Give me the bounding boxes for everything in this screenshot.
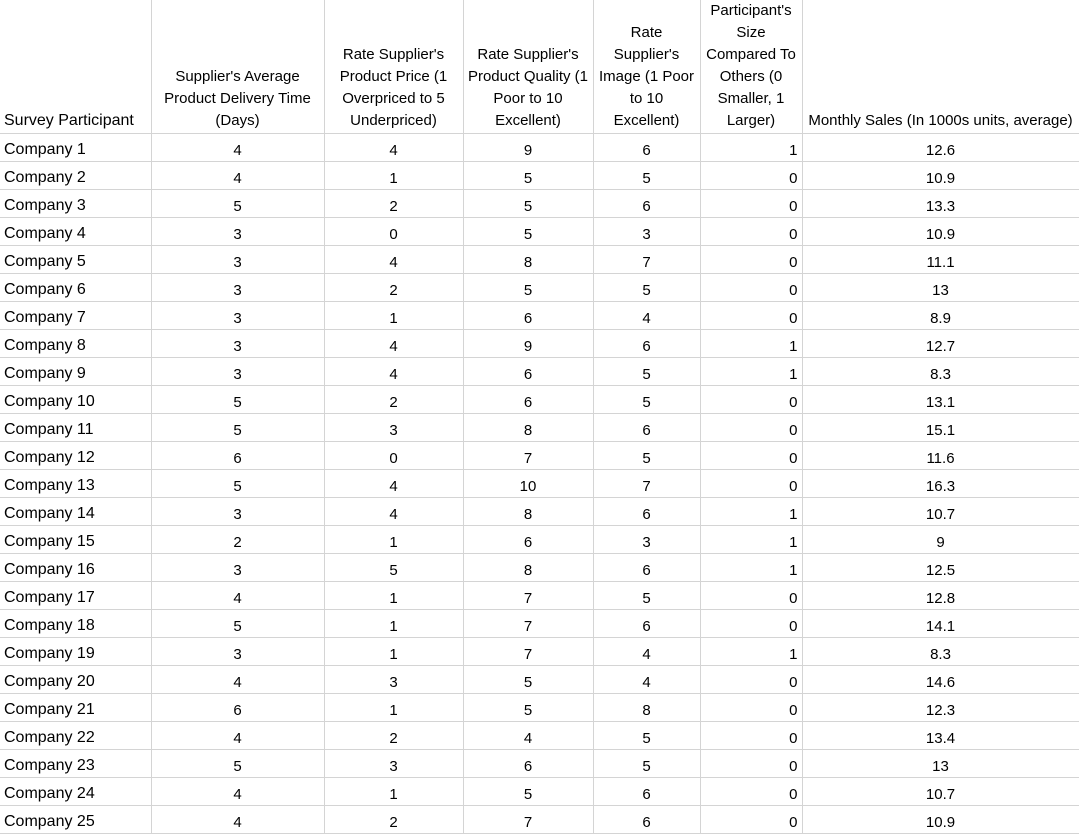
delivery-time-cell[interactable]: 5 — [151, 610, 324, 638]
quality-cell[interactable]: 7 — [463, 638, 593, 666]
delivery-time-cell[interactable]: 5 — [151, 750, 324, 778]
size-cell[interactable]: 0 — [700, 414, 802, 442]
sales-cell[interactable]: 13 — [802, 750, 1079, 778]
size-cell[interactable]: 0 — [700, 806, 802, 834]
image-cell[interactable]: 6 — [593, 498, 700, 526]
delivery-time-cell[interactable]: 6 — [151, 694, 324, 722]
size-cell[interactable]: 0 — [700, 610, 802, 638]
price-cell[interactable]: 2 — [324, 190, 463, 218]
size-cell[interactable]: 0 — [700, 470, 802, 498]
sales-cell[interactable]: 13 — [802, 274, 1079, 302]
quality-cell[interactable]: 5 — [463, 694, 593, 722]
table-row — [0, 554, 1079, 582]
participant-cell[interactable]: Company 6 — [0, 274, 151, 302]
participant-cell[interactable]: Company 3 — [0, 190, 151, 218]
size-cell[interactable]: 1 — [700, 134, 802, 162]
sales-cell[interactable]: 12.7 — [802, 330, 1079, 358]
size-cell[interactable]: 0 — [700, 302, 802, 330]
price-cell[interactable]: 4 — [324, 134, 463, 162]
delivery-time-cell[interactable]: 5 — [151, 386, 324, 414]
price-cell[interactable]: 3 — [324, 750, 463, 778]
quality-cell[interactable]: 4 — [463, 722, 593, 750]
header-delivery-time[interactable]: Supplier's Average Product Delivery Time (Days) — [151, 0, 324, 134]
delivery-time-cell[interactable]: 3 — [151, 358, 324, 386]
price-cell[interactable]: 1 — [324, 694, 463, 722]
delivery-time-cell[interactable]: 4 — [151, 134, 324, 162]
delivery-time-cell[interactable]: 5 — [151, 414, 324, 442]
table-row — [0, 582, 1079, 610]
table-row — [0, 246, 1079, 274]
header-product-quality[interactable]: Rate Supplier's Product Quality (1 Poor to 10 Excellent) — [463, 0, 593, 134]
image-cell[interactable]: 7 — [593, 246, 700, 274]
size-cell[interactable]: 0 — [700, 218, 802, 246]
table-row — [0, 750, 1079, 778]
quality-cell[interactable]: 9 — [463, 134, 593, 162]
participant-cell[interactable]: Company 12 — [0, 442, 151, 470]
table-row — [0, 694, 1079, 722]
table-row — [0, 470, 1079, 498]
delivery-time-cell[interactable]: 4 — [151, 582, 324, 610]
image-cell[interactable]: 5 — [593, 582, 700, 610]
quality-cell[interactable]: 9 — [463, 330, 593, 358]
sales-cell[interactable]: 13.1 — [802, 386, 1079, 414]
size-cell[interactable]: 1 — [700, 526, 802, 554]
quality-cell[interactable]: 5 — [463, 666, 593, 694]
price-cell[interactable]: 0 — [324, 442, 463, 470]
size-cell[interactable]: 1 — [700, 498, 802, 526]
price-cell[interactable]: 1 — [324, 778, 463, 806]
quality-cell[interactable]: 6 — [463, 750, 593, 778]
table-row — [0, 358, 1079, 386]
participant-cell[interactable]: Company 16 — [0, 554, 151, 582]
quality-cell[interactable]: 7 — [463, 442, 593, 470]
image-cell[interactable]: 5 — [593, 162, 700, 190]
sales-cell[interactable]: 10.7 — [802, 778, 1079, 806]
participant-cell[interactable]: Company 17 — [0, 582, 151, 610]
image-cell[interactable]: 6 — [593, 134, 700, 162]
sales-cell[interactable]: 10.7 — [802, 498, 1079, 526]
sales-cell[interactable]: 10.9 — [802, 806, 1079, 834]
delivery-time-cell[interactable]: 3 — [151, 330, 324, 358]
price-cell[interactable]: 2 — [324, 386, 463, 414]
price-cell[interactable]: 1 — [324, 582, 463, 610]
table-row — [0, 526, 1079, 554]
price-cell[interactable]: 4 — [324, 358, 463, 386]
sales-cell[interactable]: 10.9 — [802, 162, 1079, 190]
size-cell[interactable]: 0 — [700, 722, 802, 750]
participant-cell[interactable]: Company 5 — [0, 246, 151, 274]
delivery-time-cell[interactable]: 3 — [151, 302, 324, 330]
sales-cell[interactable]: 11.1 — [802, 246, 1079, 274]
table-row — [0, 162, 1079, 190]
header-monthly-sales[interactable]: Monthly Sales (In 1000s units, average) — [802, 0, 1079, 134]
size-cell[interactable]: 0 — [700, 442, 802, 470]
size-cell[interactable]: 0 — [700, 778, 802, 806]
price-cell[interactable]: 4 — [324, 246, 463, 274]
price-cell[interactable]: 1 — [324, 526, 463, 554]
price-cell[interactable]: 2 — [324, 274, 463, 302]
quality-cell[interactable]: 6 — [463, 526, 593, 554]
table-row — [0, 610, 1079, 638]
sales-cell[interactable]: 8.3 — [802, 358, 1079, 386]
table-row — [0, 190, 1079, 218]
delivery-time-cell[interactable]: 3 — [151, 274, 324, 302]
participant-cell[interactable]: Company 10 — [0, 386, 151, 414]
sales-cell[interactable]: 15.1 — [802, 414, 1079, 442]
sales-cell[interactable]: 13.4 — [802, 722, 1079, 750]
header-row — [0, 0, 1079, 134]
delivery-time-cell[interactable]: 4 — [151, 806, 324, 834]
size-cell[interactable]: 0 — [700, 246, 802, 274]
participant-cell[interactable]: Company 22 — [0, 722, 151, 750]
size-cell[interactable]: 0 — [700, 694, 802, 722]
table-row — [0, 302, 1079, 330]
participant-cell[interactable]: Company 15 — [0, 526, 151, 554]
quality-cell[interactable]: 8 — [463, 498, 593, 526]
image-cell[interactable]: 5 — [593, 358, 700, 386]
size-cell[interactable]: 0 — [700, 582, 802, 610]
participant-cell[interactable]: Company 13 — [0, 470, 151, 498]
table-row — [0, 638, 1079, 666]
delivery-time-cell[interactable]: 3 — [151, 246, 324, 274]
quality-cell[interactable]: 8 — [463, 414, 593, 442]
participant-cell[interactable]: Company 4 — [0, 218, 151, 246]
sales-cell[interactable]: 8.9 — [802, 302, 1079, 330]
size-cell[interactable]: 0 — [700, 162, 802, 190]
sales-cell[interactable]: 8.3 — [802, 638, 1079, 666]
image-cell[interactable]: 5 — [593, 722, 700, 750]
delivery-time-cell[interactable]: 2 — [151, 526, 324, 554]
delivery-time-cell[interactable]: 3 — [151, 218, 324, 246]
sales-cell[interactable]: 14.6 — [802, 666, 1079, 694]
sales-cell[interactable]: 12.3 — [802, 694, 1079, 722]
price-cell[interactable]: 1 — [324, 610, 463, 638]
size-cell[interactable]: 0 — [700, 666, 802, 694]
delivery-time-cell[interactable]: 4 — [151, 666, 324, 694]
table-row — [0, 274, 1079, 302]
image-cell[interactable]: 3 — [593, 526, 700, 554]
sales-cell[interactable]: 13.3 — [802, 190, 1079, 218]
size-cell[interactable]: 0 — [700, 274, 802, 302]
quality-cell[interactable]: 6 — [463, 386, 593, 414]
image-cell[interactable]: 6 — [593, 414, 700, 442]
size-cell[interactable]: 0 — [700, 750, 802, 778]
quality-cell[interactable]: 7 — [463, 582, 593, 610]
sales-cell[interactable]: 9 — [802, 526, 1079, 554]
price-cell[interactable]: 3 — [324, 666, 463, 694]
quality-cell[interactable]: 5 — [463, 778, 593, 806]
image-cell[interactable]: 6 — [593, 778, 700, 806]
price-cell[interactable]: 1 — [324, 638, 463, 666]
sales-cell[interactable]: 10.9 — [802, 218, 1079, 246]
image-cell[interactable]: 7 — [593, 470, 700, 498]
sales-cell[interactable]: 14.1 — [802, 610, 1079, 638]
delivery-time-cell[interactable]: 3 — [151, 638, 324, 666]
quality-cell[interactable]: 5 — [463, 162, 593, 190]
table-row — [0, 666, 1079, 694]
quality-cell[interactable]: 6 — [463, 302, 593, 330]
participant-cell[interactable]: Company 20 — [0, 666, 151, 694]
image-cell[interactable]: 6 — [593, 610, 700, 638]
table-row — [0, 498, 1079, 526]
sales-cell[interactable]: 11.6 — [802, 442, 1079, 470]
participant-cell[interactable]: Company 8 — [0, 330, 151, 358]
table-row — [0, 722, 1079, 750]
quality-cell[interactable]: 7 — [463, 610, 593, 638]
table-row — [0, 386, 1079, 414]
image-cell[interactable]: 3 — [593, 218, 700, 246]
price-cell[interactable]: 5 — [324, 554, 463, 582]
image-cell[interactable]: 6 — [593, 806, 700, 834]
header-survey-participant[interactable]: Survey Participant — [0, 0, 151, 134]
header-participant-size[interactable]: Participant's Size Compared To Others (0 Smaller, 1 Larger) — [700, 0, 802, 134]
table-row — [0, 330, 1079, 358]
image-cell[interactable]: 5 — [593, 274, 700, 302]
participant-cell[interactable]: Company 1 — [0, 134, 151, 162]
delivery-time-cell[interactable]: 4 — [151, 162, 324, 190]
image-cell[interactable]: 8 — [593, 694, 700, 722]
price-cell[interactable]: 2 — [324, 722, 463, 750]
price-cell[interactable]: 3 — [324, 414, 463, 442]
price-cell[interactable]: 2 — [324, 806, 463, 834]
delivery-time-cell[interactable]: 3 — [151, 498, 324, 526]
table-row — [0, 806, 1079, 834]
table-row — [0, 414, 1079, 442]
participant-cell[interactable]: Company 7 — [0, 302, 151, 330]
delivery-time-cell[interactable]: 3 — [151, 554, 324, 582]
participant-cell[interactable]: Company 9 — [0, 358, 151, 386]
image-cell[interactable]: 4 — [593, 302, 700, 330]
size-cell[interactable]: 1 — [700, 330, 802, 358]
participant-cell[interactable]: Company 14 — [0, 498, 151, 526]
price-cell[interactable]: 4 — [324, 498, 463, 526]
image-cell[interactable]: 5 — [593, 750, 700, 778]
participant-cell[interactable]: Company 2 — [0, 162, 151, 190]
sales-cell[interactable]: 12.6 — [802, 134, 1079, 162]
image-cell[interactable]: 6 — [593, 554, 700, 582]
participant-cell[interactable]: Company 21 — [0, 694, 151, 722]
delivery-time-cell[interactable]: 5 — [151, 470, 324, 498]
price-cell[interactable]: 1 — [324, 302, 463, 330]
quality-cell[interactable]: 5 — [463, 190, 593, 218]
header-product-price[interactable]: Rate Supplier's Product Price (1 Overpriced to 5 Underpriced) — [324, 0, 463, 134]
delivery-time-cell[interactable]: 4 — [151, 722, 324, 750]
quality-cell[interactable]: 5 — [463, 218, 593, 246]
size-cell[interactable]: 1 — [700, 638, 802, 666]
header-supplier-image[interactable]: Rate Supplier's Image (1 Poor to 10 Excellent) — [593, 0, 700, 134]
price-cell[interactable]: 1 — [324, 162, 463, 190]
sales-cell[interactable]: 12.8 — [802, 582, 1079, 610]
table-row — [0, 218, 1079, 246]
table-row — [0, 442, 1079, 470]
price-cell[interactable]: 0 — [324, 218, 463, 246]
image-cell[interactable]: 6 — [593, 330, 700, 358]
table-row — [0, 134, 1079, 162]
image-cell[interactable]: 6 — [593, 190, 700, 218]
participant-cell[interactable]: Company 23 — [0, 750, 151, 778]
price-cell[interactable]: 4 — [324, 470, 463, 498]
quality-cell[interactable]: 6 — [463, 358, 593, 386]
participant-cell[interactable]: Company 11 — [0, 414, 151, 442]
delivery-time-cell[interactable]: 4 — [151, 778, 324, 806]
participant-cell[interactable]: Company 18 — [0, 610, 151, 638]
sales-cell[interactable]: 16.3 — [802, 470, 1079, 498]
quality-cell[interactable]: 10 — [463, 470, 593, 498]
image-cell[interactable]: 4 — [593, 666, 700, 694]
size-cell[interactable]: 1 — [700, 358, 802, 386]
participant-cell[interactable]: Company 24 — [0, 778, 151, 806]
delivery-time-cell[interactable]: 5 — [151, 190, 324, 218]
image-cell[interactable]: 5 — [593, 442, 700, 470]
quality-cell[interactable]: 5 — [463, 274, 593, 302]
sales-cell[interactable]: 12.5 — [802, 554, 1079, 582]
price-cell[interactable]: 4 — [324, 330, 463, 358]
delivery-time-cell[interactable]: 6 — [151, 442, 324, 470]
size-cell[interactable]: 0 — [700, 190, 802, 218]
quality-cell[interactable]: 7 — [463, 806, 593, 834]
quality-cell[interactable]: 8 — [463, 554, 593, 582]
participant-cell[interactable]: Company 25 — [0, 806, 151, 834]
size-cell[interactable]: 0 — [700, 386, 802, 414]
image-cell[interactable]: 4 — [593, 638, 700, 666]
image-cell[interactable]: 5 — [593, 386, 700, 414]
quality-cell[interactable]: 8 — [463, 246, 593, 274]
size-cell[interactable]: 1 — [700, 554, 802, 582]
participant-cell[interactable]: Company 19 — [0, 638, 151, 666]
